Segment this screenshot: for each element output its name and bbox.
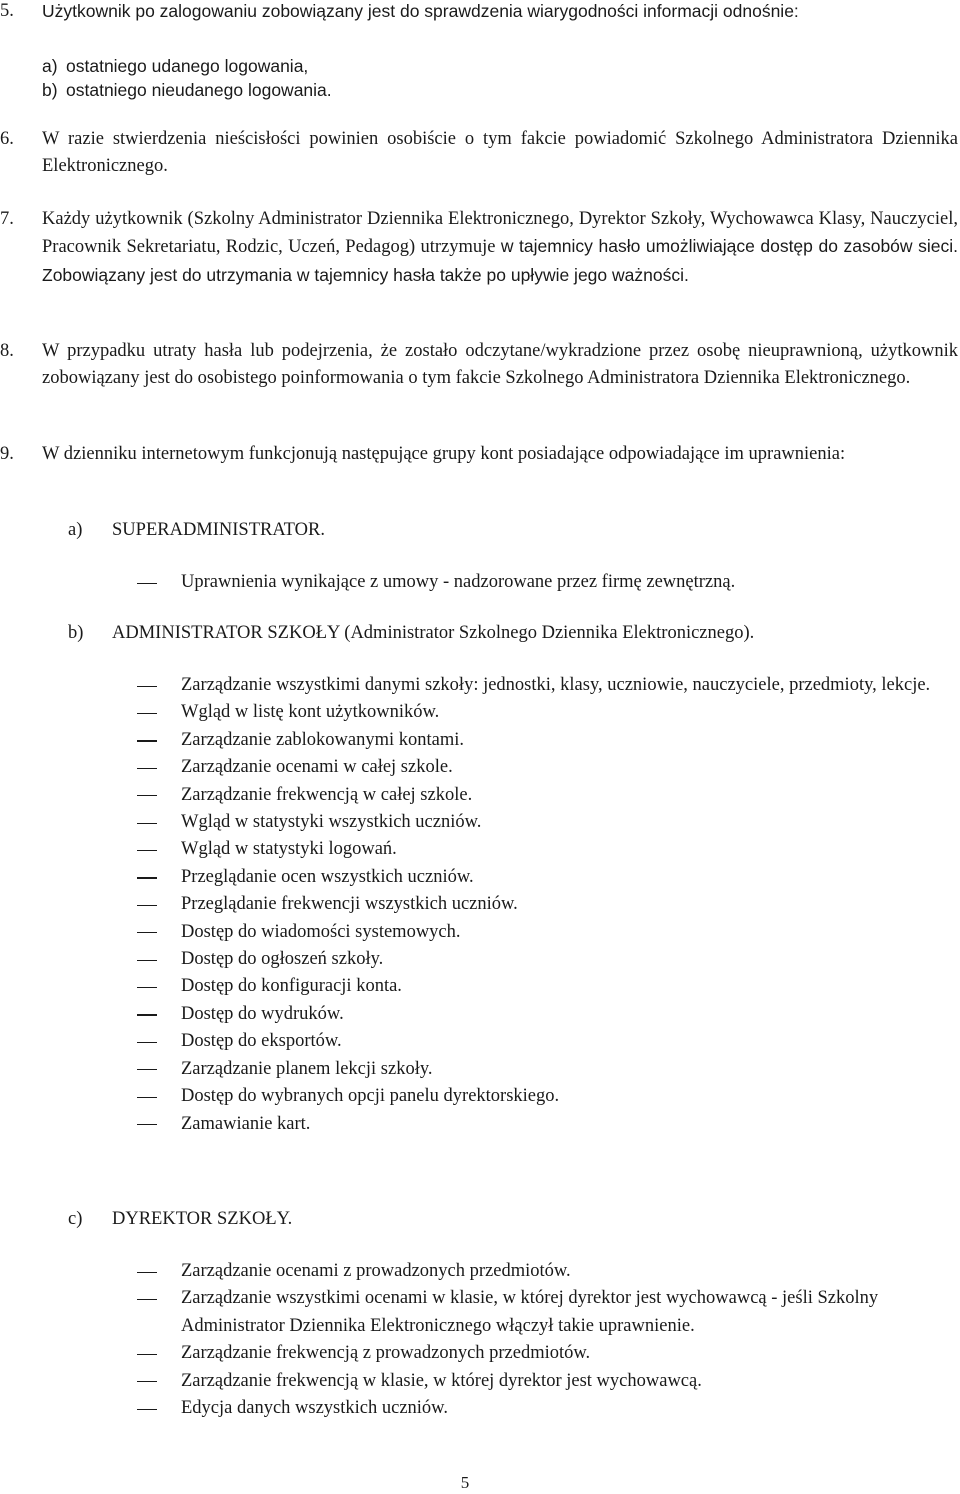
dash-bullet	[137, 686, 157, 687]
section-item-7	[0, 206, 960, 290]
dash-bullet	[137, 583, 157, 584]
section-item-9	[0, 441, 960, 468]
section-item-5	[0, 0, 960, 25]
list-item	[0, 1111, 960, 1138]
item-text: W dzienniku internetowym funkcjonują następujące grupy kont posiadające odpowiadające im uprawnienia:	[42, 444, 846, 464]
dash-bullet	[137, 1069, 157, 1070]
list-item	[0, 672, 960, 699]
dash-bullet	[137, 987, 157, 988]
group-label: c)	[68, 1209, 83, 1229]
dash-bullet	[137, 1299, 157, 1300]
list-item	[0, 754, 960, 781]
list-item-text: Zarządzanie zablokowanymi kontami.	[181, 729, 465, 750]
section-item-6	[0, 126, 960, 181]
item-text: W przypadku utraty hasła lub podejrzenia, że zostało odczytane/wykradzione przez osobę nieuprawnioną, użytkownik zobowiązany jest do osobistego poinformowania o tym fakcie Szkolnego Administratora Dziennika Elektronicznego.	[42, 341, 958, 389]
list-item-text: Przeglądanie ocen wszystkich uczniów.	[181, 866, 474, 887]
list-item-text: Zarządzanie planem lekcji szkoły.	[181, 1058, 433, 1079]
list-item	[0, 1258, 960, 1285]
list-item	[0, 973, 960, 1000]
group-label: b)	[68, 623, 84, 643]
dash-bullet	[137, 1272, 157, 1273]
dash-bullet	[137, 1124, 157, 1125]
sub-text: ostatniego nieudanego logowania.	[66, 80, 332, 100]
list-item	[0, 699, 960, 726]
group-title: ADMINISTRATOR SZKOŁY (Administrator Szkolnego Dziennika Elektronicznego).	[112, 623, 755, 643]
list-item	[0, 782, 960, 809]
list-item	[0, 1395, 960, 1422]
item-number: 7.	[0, 209, 14, 229]
bullet-list-b	[0, 672, 960, 1138]
list-item	[0, 809, 960, 836]
item-number: 9.	[0, 444, 14, 464]
list-item	[0, 836, 960, 863]
section-item-8	[0, 338, 960, 393]
list-item-text: Zarządzanie wszystkimi ocenami w klasie, w której dyrektor jest wychowawcą - jeśli Szkolny Administrator Dziennika Elektronicznego włączył takie uprawnienie.	[181, 1288, 879, 1336]
dash-bullet	[137, 932, 157, 933]
group-label: a)	[68, 520, 83, 540]
list-item	[0, 1285, 960, 1340]
item-text: W razie stwierdzenia nieścisłości powinien osobiście o tym fakcie powiadomić Szkolnego Administratora Dziennika Elektronicznego.	[42, 129, 958, 177]
item-text-block	[42, 206, 958, 290]
list-item-text: Wgląd w listę kont użytkowników.	[181, 702, 440, 723]
list-item-text: Zamawianie kart.	[181, 1113, 311, 1134]
list-item	[0, 891, 960, 918]
item-text-continued: w tajemnicy hasło umożliwiające dostęp do zasobów sieci. Zobowiązany jest do utrzymania w tajemnicy hasła także po upływie jego ważności.	[42, 236, 958, 285]
list-item-text: Edycja danych wszystkich uczniów.	[181, 1398, 448, 1419]
item-text: Użytkownik po zalogowaniu zobowiązany jest do sprawdzenia wiarygodności informacji odnośnie:	[42, 1, 799, 21]
sub-label: a)	[42, 56, 58, 76]
dash-bullet	[137, 905, 157, 906]
list-item	[0, 1028, 960, 1055]
list-item-text: Dostęp do wiadomości systemowych.	[181, 921, 461, 942]
dash-bullet	[137, 1097, 157, 1098]
list-item-text: Zarządzanie ocenami w całej szkole.	[181, 757, 453, 778]
list-item	[0, 569, 960, 596]
dash-bullet	[137, 1014, 157, 1015]
group-title: DYREKTOR SZKOŁY.	[112, 1209, 293, 1229]
list-item	[0, 919, 960, 946]
bullet-list-a	[0, 569, 960, 596]
list-item-text: Zarządzanie ocenami z prowadzonych przedmiotów.	[181, 1261, 571, 1281]
item-number: 8.	[0, 341, 14, 361]
list-item	[0, 1056, 960, 1083]
list-item	[0, 1001, 960, 1028]
dash-bullet	[137, 850, 157, 851]
dash-bullet	[137, 768, 157, 769]
dash-bullet	[137, 823, 157, 824]
list-item-text: Dostęp do wydruków.	[181, 1003, 344, 1024]
list-item-text: Zarządzanie frekwencją z prowadzonych przedmiotów.	[181, 1343, 591, 1364]
list-item-text: Przeglądanie frekwencji wszystkich uczniów.	[181, 894, 518, 915]
sub-text: ostatniego udanego logowania,	[66, 56, 309, 76]
list-item	[0, 864, 960, 891]
sub-label: b)	[42, 80, 58, 100]
list-item-text: Dostęp do wybranych opcji panelu dyrektorskiego.	[181, 1086, 560, 1107]
list-item-text: Uprawnienia wynikające z umowy - nadzorowane przez firmę zewnętrzną.	[181, 572, 736, 592]
list-item	[0, 1368, 960, 1395]
list-item-text: Zarządzanie frekwencją w całej szkole.	[181, 784, 473, 805]
page-number: 5	[460, 1473, 470, 1492]
item-number: 5.	[0, 1, 14, 21]
dash-bullet	[137, 1042, 157, 1043]
list-item-text: Zarządzanie wszystkimi danymi szkoły: jednostki, klasy, uczniowie, nauczyciele, przedmioty, lekcje.	[181, 675, 931, 695]
dash-bullet	[137, 795, 157, 796]
list-item	[0, 1340, 960, 1367]
dash-bullet	[137, 740, 157, 741]
dash-bullet	[137, 960, 157, 961]
list-item-text: Dostęp do eksportów.	[181, 1031, 342, 1052]
dash-bullet	[137, 1381, 157, 1382]
item-text: Każdy użytkownik (Szkolny Administrator Dziennika Elektronicznego, Dyrektor Szkoły, Wychowawca Klasy, Nauczyciel, Pracownik Sekretariatu, Rodzic, Uczeń, Pedagog) utrzymuje	[42, 209, 958, 258]
list-item	[0, 1083, 960, 1110]
bullet-list-c	[0, 1258, 960, 1422]
list-item-text: Wgląd w statystyki wszystkich uczniów.	[181, 812, 482, 833]
list-item-text: Zarządzanie frekwencją w klasie, w której dyrektor jest wychowawcą.	[181, 1370, 702, 1391]
list-item	[0, 727, 960, 754]
dash-bullet	[137, 1409, 157, 1410]
dash-bullet	[137, 713, 157, 714]
group-title: SUPERADMINISTRATOR.	[112, 520, 325, 540]
dash-bullet	[137, 1354, 157, 1355]
item-number: 6.	[0, 129, 14, 149]
list-item-text: Dostęp do ogłoszeń szkoły.	[181, 949, 384, 970]
list-item-text: Wgląd w statystyki logowań.	[181, 839, 397, 860]
list-item	[0, 946, 960, 973]
list-item-text: Dostęp do konfiguracji konta.	[181, 976, 402, 997]
dash-bullet	[137, 877, 157, 878]
